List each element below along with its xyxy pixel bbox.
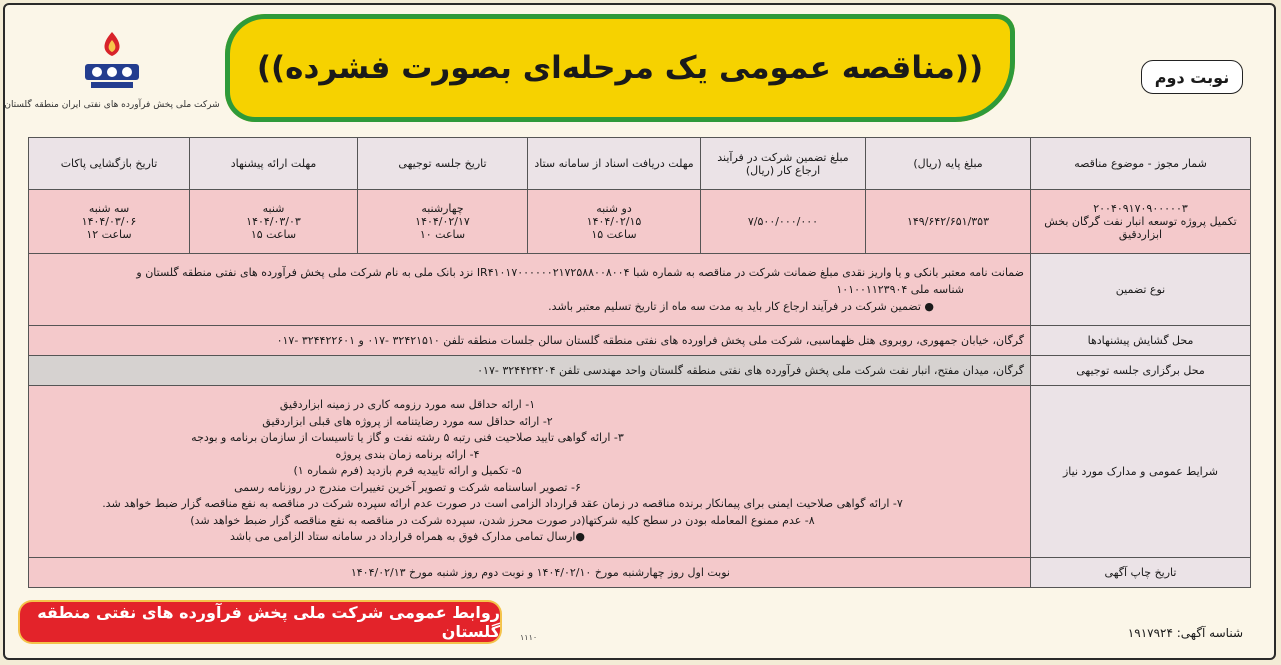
guarantee-type-value	[29, 254, 1031, 326]
publish-date-label: تاریخ چاپ آگهی	[1031, 558, 1251, 588]
opening-date: ۱۴۰۴/۰۳/۰۶	[81, 215, 137, 228]
guarantee-type-row	[29, 254, 1251, 326]
offer-time: ساعت ۱۵	[250, 228, 297, 241]
header-docs-deadline: مهلت دریافت اسناد از سامانه ستاد	[528, 138, 701, 190]
table-row	[29, 190, 1251, 254]
publish-date-value: نوبت اول روز چهارشنبه مورخ ۱۴۰۴/۰۲/۱۰ و نوبت دوم روز شنبه مورخ ۱۴۰۴/۰۲/۱۳	[29, 558, 1031, 588]
company-logo	[4, 28, 220, 120]
ad-id: شناسه آگهی: ۱۹۱۷۹۲۴	[1127, 626, 1243, 640]
condition-item: ۴- ارائه برنامه زمان بندی پروژه	[335, 447, 480, 461]
title-banner	[225, 14, 1015, 122]
guarantee-type-label: نوع تضمین	[1031, 254, 1251, 326]
briefing-time: ساعت ۱۰	[419, 228, 466, 241]
tender-table	[28, 137, 1251, 588]
opening-place-value: گرگان، خیابان جمهوری، روبروی هتل ظهماسبی، شرکت ملی پخش فراورده های نفتی منطقه گلستان سالن جلسات منطقه تلفن ۳۲۴۲۱۵۱۰ -۰۱۷ و ۳۲۴۴۲۲۶۰۱ -۰۱۷	[29, 326, 1031, 356]
header-license: شمار مجوز - موضوع مناقصه	[1031, 138, 1251, 190]
cell-license	[1031, 190, 1251, 254]
briefing-place-label: محل برگزاری جلسه توجیهی	[1031, 356, 1251, 386]
docs-time: ساعت ۱۵	[591, 228, 637, 241]
round-badge: نوبت دوم	[1141, 60, 1243, 94]
cell-guarantee-amount: ۷/۵۰۰/۰۰۰/۰۰۰	[701, 190, 866, 254]
header-opening-date: تاریخ بازگشایی پاکات	[29, 138, 190, 190]
small-code: ۱۱۱۰	[520, 633, 538, 642]
docs-date: ۱۴۰۴/۰۲/۱۵	[586, 215, 642, 228]
cell-opening-date	[29, 190, 190, 254]
tender-subject: تکمیل پروژه توسعه انبار نفت گرگان بخش ابزاردقیق	[1044, 215, 1237, 241]
briefing-date: ۱۴۰۴/۰۲/۱۷	[415, 215, 470, 228]
license-number: ۲۰۰۴۰۹۱۷۰۹۰۰۰۰۰۳	[1093, 202, 1188, 215]
conditions-label: شرایط عمومی و مدارک مورد نیاز	[1031, 386, 1251, 558]
offer-date: ۱۴۰۴/۰۳/۰۳	[246, 215, 301, 228]
condition-item: ۵- تکمیل و ارائه تاییدیه فرم بازدید (فرم شماره ۱)	[293, 464, 522, 478]
cell-offer-deadline	[190, 190, 358, 254]
briefing-place-value: گرگان، میدان مفتح، انبار نفت شرکت ملی پخش فرآورده های نفتی منطقه گلستان واحد مهندسی تلفن ۳۲۴۴۲۴۲۰۴ -۰۱۷	[29, 356, 1031, 386]
cell-briefing-date	[358, 190, 528, 254]
condition-item: ۲- ارائه حداقل سه مورد رضایتنامه از پروژه های قبلی ابزاردقیق	[262, 414, 553, 428]
guarantee-line-1: ضمانت نامه معتبر بانکی و یا واریز نقدی مبلغ ضمانت شرکت در مناقصه به شماره شبا IR۴۱۰۱۷۰۰۰۰۰۰۲۱۷۲۵۸۸۰۰۸۰۰۴ نزد بانک ملی به نام شرکت ملی پخش فرآورده های نفتی منطقه گلستان و	[136, 265, 1024, 279]
guarantee-line-2: شناسه ملی ۱۰۱۰۰۱۱۲۳۹۰۴	[836, 282, 964, 296]
page-title: ((مناقصه عمومی یک مرحله‌ای بصورت فشرده))	[256, 50, 984, 86]
condition-item: ۳- ارائه گواهی تایید صلاحیت فنی رتبه ۵ رشته نفت و گاز یا تاسیسات از سازمان برنامه و بودجه	[191, 431, 624, 445]
header-offer-deadline: مهلت ارائه پیشنهاد	[190, 138, 358, 190]
conditions-row	[29, 386, 1251, 558]
conditions-list	[29, 386, 1031, 558]
footer-banner	[20, 602, 500, 642]
footer-text: روابط عمومی شرکت ملی پخش فرآورده های نفتی منطقه گلستان	[37, 603, 500, 641]
offer-day: شنبه	[262, 202, 285, 215]
condition-item: ۶- تصویر اساسنامه شرکت و تصویر آخرین تغییرات مندرج در روزنامه رسمی	[234, 480, 581, 494]
table-header-row	[29, 138, 1251, 190]
condition-item: ۱- ارائه حداقل سه مورد رزومه کاری در زمینه ابزاردقیق	[279, 398, 536, 412]
condition-item: ۷- ارائه گواهی صلاحیت ایمنی برای پیمانکار برنده مناقصه در زمان عقد قرارداد الزامی است در صورت عدم ارائه سپرده شرکت در مناقصه به نفع مناقصه گزار ضبط خواهد شد.	[102, 497, 903, 511]
condition-item: ۸- عدم ممنوع المعامله بودن در سطح کلیه شرکتها(در صورت محرز شدن، سپرده شرکت در مناقصه به نفع مناقصه گزار ضبط خواهد شد)	[190, 513, 815, 527]
opening-place-row	[29, 326, 1251, 356]
opening-day: سه شنبه	[88, 202, 130, 215]
opening-time: ساعت ۱۲	[86, 228, 132, 241]
guarantee-line-3: ● تضمین شرکت در فرآیند ارجاع کار باید به مدت سه ماه از تاریخ تسلیم معتبر باشد.	[548, 300, 934, 314]
cell-docs-deadline	[528, 190, 701, 254]
header-briefing-date: تاریخ جلسه توجیهی	[358, 138, 528, 190]
publish-date-row	[29, 558, 1251, 588]
flame-logo-icon	[77, 28, 147, 96]
opening-place-label: محل گشایش پیشنهادها	[1031, 326, 1251, 356]
docs-day: دو شنبه	[596, 202, 632, 215]
condition-item: ●ارسال تمامی مدارک فوق به همراه قرارداد در سامانه ستاد الزامی می باشد	[229, 530, 586, 544]
header-guarantee-amount: مبلغ تضمین شرکت در فرآیند ارجاع کار (ریال)	[701, 138, 866, 190]
header-base-amount: مبلغ پایه (ریال)	[866, 138, 1031, 190]
briefing-place-row	[29, 356, 1251, 386]
briefing-day: چهارشنبه	[421, 202, 464, 215]
logo-caption: شرکت ملی پخش فرآورده های نفتی ایران منطقه گلستان	[4, 100, 220, 110]
cell-base-amount: ۱۴۹/۶۴۲/۶۵۱/۳۵۳	[866, 190, 1031, 254]
